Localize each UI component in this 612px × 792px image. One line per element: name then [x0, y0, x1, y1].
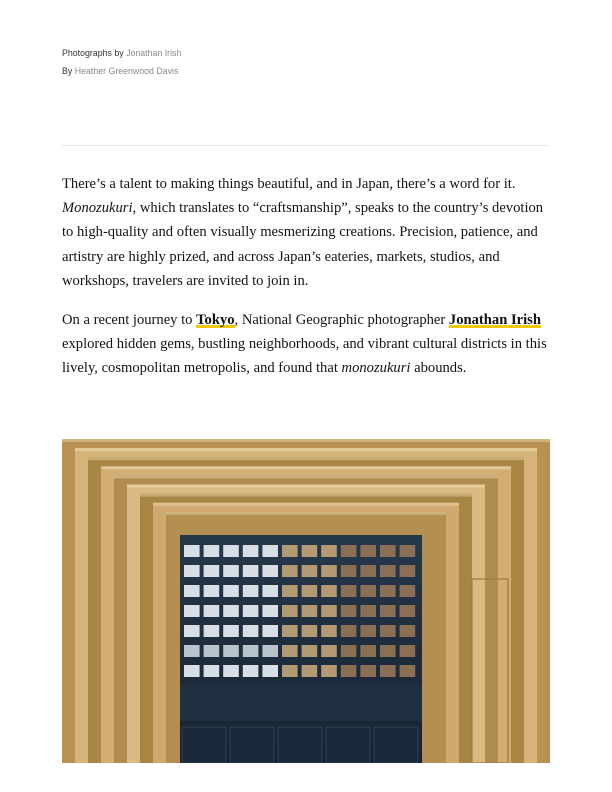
shelf-box — [360, 645, 376, 657]
shelf-box — [223, 585, 239, 597]
hero-photo — [62, 439, 550, 763]
shelf-box — [243, 665, 259, 677]
shelf-box — [262, 585, 278, 597]
cabinet-base — [180, 685, 422, 721]
monozukuri-term: Monozukuri, — [62, 200, 137, 217]
shelf-box — [341, 565, 357, 577]
shelf-box — [360, 585, 376, 597]
shelf-box — [282, 565, 298, 577]
shelf-box — [341, 545, 357, 557]
shelf-box — [262, 605, 278, 617]
shelf-box — [360, 545, 376, 557]
shelf-box — [341, 665, 357, 677]
shelf-box — [321, 665, 337, 677]
shelf-box — [204, 645, 220, 657]
shelf-box — [360, 565, 376, 577]
wood-frame-highlight — [140, 494, 472, 497]
shelf-box — [282, 665, 298, 677]
shelf-box — [184, 625, 200, 637]
shelf-box — [380, 665, 396, 677]
shelf-box — [282, 545, 298, 557]
shelf-box — [400, 625, 416, 637]
shelf-box — [282, 605, 298, 617]
photo-credit-prefix: Photographs by — [62, 48, 124, 58]
shelf-box — [380, 585, 396, 597]
shelf-box — [204, 545, 220, 557]
article-credits — [62, 44, 181, 80]
shelf-box — [400, 665, 416, 677]
shelf-box — [223, 625, 239, 637]
drawer — [230, 727, 274, 763]
shelf-box — [360, 625, 376, 637]
shelf-box — [223, 665, 239, 677]
divider — [62, 145, 549, 146]
paragraph-text: which translates to “craftsmanship”, speaks to the country’s devotion to high-quality and often visually mesmerizing creations. Precision, patience, and artistry are highly prized, and across Japan’s eateries, markets, studios, and workshops, travelers are invited to join in. — [62, 200, 544, 289]
shelf-box — [302, 585, 318, 597]
shelf-box — [282, 625, 298, 637]
monozukuri-term: monozukuri — [341, 360, 411, 377]
shelf-box — [302, 545, 318, 557]
shelf-box — [223, 605, 239, 617]
jonathan-irish-link[interactable]: Jonathan Irish — [448, 312, 541, 329]
shelf-box — [360, 605, 376, 617]
paragraph-intro — [62, 172, 552, 293]
article-body — [62, 172, 552, 396]
shelf-box — [243, 645, 259, 657]
shelf-box — [341, 605, 357, 617]
shelf-box — [223, 545, 239, 557]
shelf-box — [204, 605, 220, 617]
shelf-box — [243, 585, 259, 597]
shelf-box — [204, 565, 220, 577]
shelf-box — [184, 605, 200, 617]
shelf-box — [223, 645, 239, 657]
shelf-box — [400, 645, 416, 657]
shelf-box — [302, 625, 318, 637]
shelf-box — [400, 585, 416, 597]
shelf-box — [184, 545, 200, 557]
shelf-box — [341, 625, 357, 637]
author-byline — [62, 62, 181, 80]
shelf-box — [184, 645, 200, 657]
paragraph-text: There’s a talent to making things beautiful, and in Japan, there’s a word for it. — [62, 176, 516, 192]
shelf-box — [302, 605, 318, 617]
shelf-box — [204, 625, 220, 637]
shelf-box — [262, 625, 278, 637]
shelf-box — [380, 625, 396, 637]
shelf-box — [302, 565, 318, 577]
shelf-box — [321, 565, 337, 577]
shelf-box — [380, 605, 396, 617]
shelf-box — [400, 605, 416, 617]
shelf-box — [341, 645, 357, 657]
shelf-box — [243, 545, 259, 557]
shelf-box — [262, 645, 278, 657]
shelf-box — [243, 625, 259, 637]
shelf-box — [262, 545, 278, 557]
shelf-box — [341, 585, 357, 597]
shelf-box — [282, 585, 298, 597]
wood-frame-highlight — [166, 512, 446, 515]
shelf-box — [204, 665, 220, 677]
shelf-box — [360, 665, 376, 677]
paragraph-journey — [62, 308, 552, 381]
shelf-box — [243, 565, 259, 577]
tokyo-link[interactable]: Tokyo — [196, 312, 235, 329]
drawer — [182, 727, 226, 763]
paragraph-text: explored hidden gems, bustling neighborhoods, and vibrant cultural districts in this lively, cosmopolitan metropolis, and found that — [62, 336, 547, 377]
shelf-box — [321, 545, 337, 557]
photo-credit — [62, 44, 181, 62]
shelf-box — [204, 585, 220, 597]
wooden-shelf-photo — [62, 439, 550, 763]
shelf-box — [380, 545, 396, 557]
wood-frame-highlight — [62, 439, 550, 442]
shelf-box — [223, 565, 239, 577]
shelf-box — [243, 605, 259, 617]
drawer — [374, 727, 418, 763]
shelf-box — [400, 545, 416, 557]
wood-frame-highlight — [127, 485, 485, 488]
shelf-box — [184, 585, 200, 597]
shelf-box — [184, 565, 200, 577]
shelf-box — [282, 645, 298, 657]
wood-frame-highlight — [101, 466, 511, 469]
drawer — [326, 727, 370, 763]
shelf-box — [184, 665, 200, 677]
paragraph-text: , National Geographic photographer — [234, 312, 449, 329]
author-prefix: By — [62, 66, 73, 76]
wood-frame-highlight — [114, 475, 498, 478]
wood-frame-highlight — [153, 503, 459, 506]
shelf-box — [262, 665, 278, 677]
shelf-box — [262, 565, 278, 577]
author-name[interactable]: Heather Greenwood Davis — [74, 66, 179, 76]
drawer — [278, 727, 322, 763]
paragraph-text: On a recent journey to — [62, 312, 197, 329]
shelf-box — [321, 605, 337, 617]
shelf-box — [380, 645, 396, 657]
paragraph-text: abounds. — [410, 360, 467, 377]
shelf-box — [302, 645, 318, 657]
shelf-box — [321, 625, 337, 637]
shelf-box — [302, 665, 318, 677]
photographer-name[interactable]: Jonathan Irish — [126, 48, 182, 58]
shelf-box — [321, 585, 337, 597]
shelf-box — [380, 565, 396, 577]
wood-frame-highlight — [88, 457, 524, 460]
wood-frame-highlight — [75, 448, 537, 451]
shelf-box — [321, 645, 337, 657]
shelf-box — [400, 565, 416, 577]
